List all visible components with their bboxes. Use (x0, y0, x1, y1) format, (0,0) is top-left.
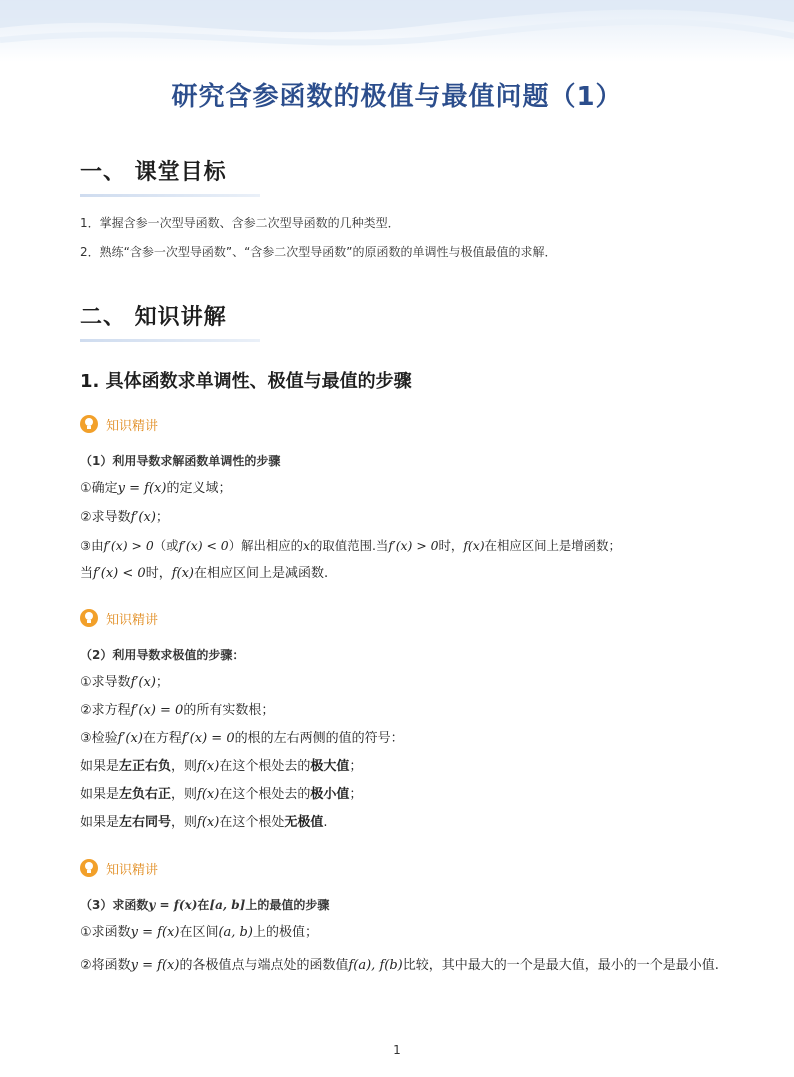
section-underline (80, 339, 260, 342)
rule-line: 如果是左负右正，则f(x)在这个根处去的极小值； (80, 787, 363, 802)
block-heading: （2）利用导数求极值的步骤： (80, 648, 245, 662)
step-line: ③由f′(x) > 0（或f′(x) < 0）解出相应的x的取值范围.当f′(x) > 0时，f(x)在相应区间上是增函数； (80, 538, 621, 553)
rule-line: 如果是左右同号，则f(x)在这个根处无极值. (80, 815, 328, 830)
lightbulb-icon (80, 859, 98, 877)
step-line: ①求函数y = f(x)在区间(a, b)上的极值； (80, 925, 318, 940)
knowledge-tip (80, 414, 158, 434)
goal-item: 2．熟练“含参一次型导函数”、“含参二次型导函数”的原函数的单调性与极值最值的求解． (80, 245, 557, 259)
step-line: ③检验f′(x)在方程f′(x) = 0的根的左右两侧的值的符号： (80, 731, 404, 746)
rule-line: 如果是左正右负，则f(x)在这个根处去的极大值； (80, 759, 363, 774)
page-number: 1 (393, 1043, 401, 1057)
step-line: ②求方程f′(x) = 0的所有实数根； (80, 703, 275, 718)
tip-label: 知识精讲 (106, 862, 159, 878)
block-heading: （3）求函数y = f(x)在[a, b]上的最值的步骤 (80, 898, 330, 912)
section-heading-knowledge: 二、 知识讲解 (80, 305, 227, 330)
section-heading-course-goals: 一、 课堂目标 (80, 160, 227, 185)
subsection-heading: 1. 具体函数求单调性、极值与最值的步骤 (80, 371, 412, 392)
lightbulb-icon (80, 415, 98, 433)
step-line: 当f′(x) < 0时，f(x)在相应区间上是减函数. (80, 566, 329, 581)
tip-label: 知识精讲 (106, 418, 159, 434)
step-line: ①求导数f′(x)； (80, 675, 169, 690)
tip-label: 知识精讲 (106, 612, 159, 628)
section-underline (80, 194, 260, 197)
knowledge-tip (80, 858, 158, 878)
header-decoration (0, 0, 794, 62)
step-line: ②求导数f′(x)； (80, 510, 169, 525)
page-title: 研究含参函数的极值与最值问题（1） (171, 82, 623, 112)
knowledge-tip (80, 608, 158, 628)
goal-item: 1．掌握含参一次型导函数、含参二次型导函数的几种类型． (80, 216, 400, 230)
step-line: ①确定y = f(x)的定义域； (80, 481, 232, 496)
block-heading: （1）利用导数求解函数单调性的步骤 (80, 454, 281, 468)
lightbulb-icon (80, 609, 98, 627)
step-line: ②将函数y = f(x)的各极值点与端点处的函数值f(a), f(b)比较，其中最大的一个是最大值，最小的一个是最小值. (80, 958, 719, 973)
